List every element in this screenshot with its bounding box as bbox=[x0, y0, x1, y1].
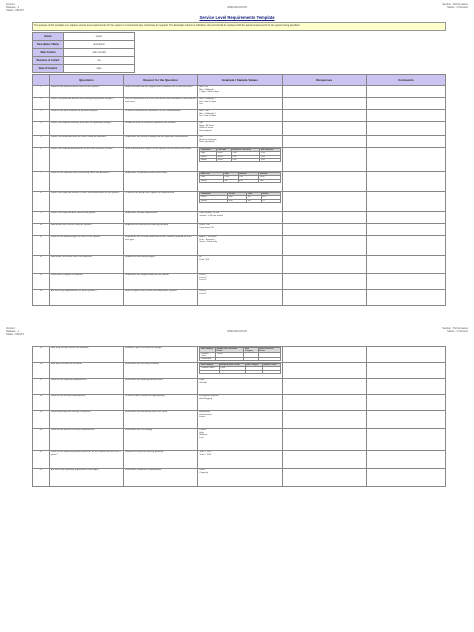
reason-cell: Determines the reporting infrastructure. bbox=[124, 379, 198, 395]
sub-table-cell: Mon bbox=[259, 179, 280, 182]
reason-cell: Required for licensing and capacity planning. bbox=[124, 224, 198, 236]
meta-value[interactable]: description bbox=[64, 41, 135, 49]
meta-value[interactable]: n/a bbox=[64, 57, 135, 65]
page-header-right bbox=[442, 327, 468, 333]
page-header-left bbox=[6, 327, 24, 336]
response-cell[interactable] bbox=[282, 256, 366, 274]
table-row bbox=[33, 98, 446, 110]
question-cell: What is the required recovery time after an unplanned outage? bbox=[49, 122, 123, 136]
sub-table-cell bbox=[263, 370, 281, 373]
response-cell[interactable] bbox=[282, 347, 366, 363]
question-cell: What are the security requirements? bbox=[49, 395, 123, 411]
sub-table-header-cell: Batch Job bbox=[200, 173, 224, 176]
example-cell: Mon - Fri Mon - Midnight 7 days - 8am to 6pm bbox=[198, 86, 282, 98]
example-sub-table bbox=[199, 192, 280, 203]
row-number: 7 bbox=[33, 172, 50, 192]
meta-row bbox=[33, 41, 135, 49]
reason-cell: Determines the DR strategy. bbox=[124, 429, 198, 451]
question-cell: What monitoring and alerting is required? bbox=[49, 411, 123, 429]
sub-table-cell: Queries bbox=[200, 199, 228, 202]
meta-value[interactable]: date bbox=[64, 65, 135, 73]
row-number: 19 bbox=[33, 411, 50, 429]
row-number: 12 bbox=[33, 256, 50, 274]
example-cell: Critical High Medium Low bbox=[198, 429, 283, 451]
reason-cell: Determines the backup strategy and the replication requirements. bbox=[124, 136, 198, 148]
intro-note: The purpose of this template is to capture service level requirements for the system in a structured way. Customise as required. The Examples column is indicative only and should be replaced with the actual requirements for the system being specified. bbox=[32, 22, 446, 31]
question-cell: What are the expected growth projections for the system over the next 3 years? bbox=[49, 451, 123, 469]
row-number: 14 bbox=[33, 290, 50, 306]
header-section: Section : Performance bbox=[442, 3, 468, 6]
table-row bbox=[33, 236, 446, 256]
header-version: Version : bbox=[6, 327, 17, 330]
reason-cell: Determines the archiving schedule. bbox=[124, 363, 198, 379]
response-cell[interactable] bbox=[282, 98, 366, 110]
sub-table-cell bbox=[244, 358, 258, 361]
example-cell: Sat None: 24 hours Within 4 hours Not required bbox=[198, 122, 282, 136]
page-2 bbox=[0, 324, 474, 632]
comment-cell[interactable] bbox=[366, 110, 445, 122]
example-cell: 50 Peak: 100 bbox=[198, 256, 282, 274]
row-number: 22 bbox=[33, 469, 50, 487]
table-row bbox=[33, 256, 446, 274]
reason-cell: Determines storage requirements. bbox=[124, 212, 198, 224]
row-number: 11 bbox=[33, 236, 50, 256]
sub-table-header-cell: Growth bbox=[261, 193, 280, 196]
sub-table-cell: 8 sec bbox=[260, 155, 280, 158]
question-cell: What are the time windows for planned outages? bbox=[49, 110, 123, 122]
response-cell[interactable] bbox=[282, 290, 366, 306]
response-cell[interactable] bbox=[282, 192, 366, 212]
sub-table-cell bbox=[200, 370, 219, 373]
response-cell[interactable] bbox=[282, 212, 366, 224]
example-cell: Level 1 Level 2 bbox=[198, 290, 282, 306]
response-cell[interactable] bbox=[282, 236, 366, 256]
sub-table-cell: 5% bbox=[261, 199, 280, 202]
row-number: 4 bbox=[33, 122, 50, 136]
col-header-comments: Comments bbox=[366, 75, 445, 86]
sub-table-header-cell: Data Category bbox=[200, 348, 216, 353]
example-cell: Admin - Technical User - Business Guest - Read only bbox=[198, 236, 282, 256]
table-row bbox=[33, 212, 446, 224]
row-number: 15 bbox=[33, 347, 50, 363]
table-row bbox=[33, 347, 446, 363]
table-row bbox=[33, 122, 446, 136]
sub-table-cell: 7 years bbox=[216, 353, 244, 358]
reason-cell: To ensure the design will support the required load. bbox=[124, 192, 198, 212]
sub-table-cell: 800 bbox=[247, 199, 261, 202]
row-number: 13 bbox=[33, 274, 50, 290]
question-cell: What are the disaster recovery requirements? bbox=[49, 429, 123, 451]
meta-key: Business of contact bbox=[33, 57, 64, 65]
sub-table-cell bbox=[216, 358, 244, 361]
row-number: 16 bbox=[33, 363, 50, 379]
question-cell: What is the expected data volume and growth? bbox=[49, 212, 123, 224]
table-row bbox=[33, 379, 446, 395]
sub-table-header-cell: Online Retention Period bbox=[258, 348, 280, 353]
page-header-center: SPECIFICATION bbox=[227, 330, 247, 333]
question-cell: What is the preferred timeslot for installing any planned outages? bbox=[49, 98, 123, 110]
reason-cell: Needed for long term capacity planning. bbox=[124, 451, 198, 469]
table-row bbox=[33, 224, 446, 236]
col-header-number bbox=[33, 75, 50, 86]
sub-table-cell: 4 hrs bbox=[238, 179, 259, 182]
sub-table-cell: 5000 bbox=[228, 199, 247, 202]
response-cell[interactable] bbox=[282, 429, 366, 451]
reason-cell: Determines compliance requirements. bbox=[124, 469, 198, 487]
table-header-row bbox=[33, 75, 446, 86]
response-cell[interactable] bbox=[282, 274, 366, 290]
comment-cell[interactable] bbox=[366, 236, 445, 256]
meta-value[interactable]: main contact bbox=[64, 49, 135, 57]
response-cell[interactable] bbox=[282, 110, 366, 122]
reason-cell: Need to know these targets so the system can be built to meet them. bbox=[124, 148, 198, 172]
example-cell bbox=[198, 172, 282, 192]
question-cell: Are there any dependencies on other systems? bbox=[49, 290, 123, 306]
sub-table-header-cell: Data Category bbox=[245, 364, 262, 367]
response-cell[interactable] bbox=[282, 395, 366, 411]
sub-table-row bbox=[200, 158, 280, 161]
sub-table-row bbox=[200, 370, 281, 373]
sub-table-header-cell: Duration bbox=[238, 173, 259, 176]
sub-table-cell: 2 sec bbox=[231, 158, 260, 161]
comment-cell[interactable] bbox=[366, 172, 445, 192]
comment-cell[interactable] bbox=[366, 224, 445, 236]
row-number: 8 bbox=[33, 192, 50, 212]
example-sub-table bbox=[199, 363, 281, 374]
sub-table-header-cell: Data Category bbox=[244, 348, 258, 353]
example-cell bbox=[198, 148, 282, 172]
sub-table-header-cell: Start bbox=[224, 173, 238, 176]
table-row bbox=[33, 363, 446, 379]
response-cell[interactable] bbox=[282, 86, 366, 98]
meta-value[interactable]: owner bbox=[64, 33, 135, 41]
table-row bbox=[33, 274, 446, 290]
header-review-status: Status : In Review bbox=[447, 330, 468, 333]
comment-cell[interactable] bbox=[366, 469, 445, 487]
comment-cell[interactable] bbox=[366, 379, 445, 395]
question-cell: What is the maximum data loss which could be tolerated? bbox=[49, 136, 123, 148]
question-cell: What are the different types of users of the system? bbox=[49, 236, 123, 256]
sub-table-header-cell: Peak Rate bbox=[217, 149, 232, 152]
sub-table-header-cell: Data Category bbox=[200, 364, 219, 367]
sub-table-cell: Transactions bbox=[200, 358, 216, 361]
reason-cell: To ensure maintenance downtime can be accommodated. bbox=[124, 110, 198, 122]
sub-table-cell: 10% bbox=[261, 196, 280, 199]
header-version: Version : bbox=[6, 3, 17, 6]
reason-cell: Need to agree service levels with dependent systems. bbox=[124, 290, 198, 306]
example-cell: Year 1: 10% Year 2: 20% bbox=[198, 451, 283, 469]
reason-cell: Determines scheduling of batch processing. bbox=[124, 172, 198, 192]
question-cell: How many users will be using the system? bbox=[49, 224, 123, 236]
row-number: 3 bbox=[33, 110, 50, 122]
meta-key: Description / Name bbox=[33, 41, 64, 49]
question-cell: How many concurrent users are expected? bbox=[49, 256, 123, 274]
comment-cell[interactable] bbox=[366, 148, 445, 172]
table-row bbox=[33, 136, 446, 148]
header-status: Status : DRAFT bbox=[6, 333, 25, 336]
sub-table-cell: Sat bbox=[224, 179, 238, 182]
reason-cell: Plan for maintenance at a time that will be least disruptive to the business and users. bbox=[124, 98, 198, 110]
sub-table-cell: 2 sec bbox=[231, 152, 260, 155]
row-number: 6 bbox=[33, 148, 50, 172]
sub-table-cell: 2 hrs bbox=[238, 176, 259, 179]
row-number: 9 bbox=[33, 212, 50, 224]
col-header-reason: Reason for the Question bbox=[124, 75, 198, 86]
sub-table-cell: Daily bbox=[200, 176, 224, 179]
table-row bbox=[33, 451, 446, 469]
sub-table-row bbox=[200, 179, 280, 182]
table-row bbox=[33, 148, 446, 172]
header-release: Release : 1 bbox=[6, 6, 20, 9]
header-section: Section : Performance bbox=[442, 327, 468, 330]
response-cell[interactable] bbox=[282, 136, 366, 148]
meta-row bbox=[33, 65, 135, 73]
example-cell: Users Capacity bbox=[198, 469, 283, 487]
row-number: 21 bbox=[33, 451, 50, 469]
sub-table-header-cell: Deadline bbox=[259, 173, 280, 176]
comment-cell[interactable] bbox=[366, 411, 445, 429]
table-row bbox=[33, 290, 446, 306]
example-cell bbox=[198, 363, 283, 379]
response-cell[interactable] bbox=[282, 379, 366, 395]
row-number: 10 bbox=[33, 224, 50, 236]
example-cell: Encryption required Audit logging bbox=[198, 395, 283, 411]
response-cell[interactable] bbox=[282, 363, 366, 379]
comment-cell[interactable] bbox=[366, 363, 445, 379]
sub-table-cell: 200 bbox=[247, 196, 261, 199]
table-row bbox=[33, 429, 446, 451]
response-cell[interactable] bbox=[282, 148, 366, 172]
table-row bbox=[33, 395, 446, 411]
sub-table-header-cell: Transaction bbox=[200, 193, 228, 196]
sub-table-cell: Login bbox=[200, 152, 217, 155]
comment-cell[interactable] bbox=[366, 136, 445, 148]
comment-cell[interactable] bbox=[366, 290, 445, 306]
sub-table-cell: 06:00 bbox=[259, 176, 280, 179]
sub-table-header-cell: Sample Archive Period bbox=[219, 364, 245, 367]
document-title: Service Level Requirements Template bbox=[199, 15, 275, 20]
example-cell: Data volume: 10 GB Growth: 1 GB per month bbox=[198, 212, 282, 224]
sub-table-header-cell: Response Time (95%) bbox=[231, 149, 260, 152]
question-cell: How often will data be archived? bbox=[49, 363, 123, 379]
sub-table-cell: 200/hr bbox=[217, 158, 232, 161]
response-cell[interactable] bbox=[282, 172, 366, 192]
row-number: 17 bbox=[33, 379, 50, 395]
comment-cell[interactable] bbox=[366, 347, 445, 363]
example-cell: Daily Weekly bbox=[198, 379, 283, 395]
comment-cell[interactable] bbox=[366, 256, 445, 274]
question-cell: How long will data need to be retained? bbox=[49, 347, 123, 363]
reason-cell: Needed to plan archiving and storage. bbox=[124, 347, 198, 363]
row-number: 1 bbox=[33, 86, 50, 98]
comment-cell[interactable] bbox=[366, 395, 445, 411]
sub-table-cell bbox=[245, 370, 262, 373]
sub-table-cell: 500/hr bbox=[217, 155, 232, 158]
header-status: Status : DRAFT bbox=[6, 9, 25, 12]
comment-cell[interactable] bbox=[366, 274, 445, 290]
response-cell[interactable] bbox=[282, 451, 366, 469]
row-number: 2 bbox=[33, 98, 50, 110]
reason-cell: Decide the level of resiliency required in the solution. bbox=[124, 122, 198, 136]
sub-table-header-cell: Sample Data / Retention Period bbox=[216, 348, 244, 353]
example-cell bbox=[198, 347, 283, 363]
sub-table-cell: 100/hr bbox=[217, 152, 232, 155]
meta-key: Date of Creation bbox=[33, 65, 64, 73]
sub-table-cell: Search bbox=[200, 155, 217, 158]
table-row bbox=[33, 469, 446, 487]
example-cell: Mon - Sat Mon - Midnight 2 Sat - 6am to 6pm bbox=[198, 110, 282, 122]
example-cell: Sat Must be minimum None permitted bbox=[198, 136, 282, 148]
requirements-table bbox=[32, 74, 446, 306]
question-cell: What is the expected volume of users and transactions for the system? bbox=[49, 192, 123, 212]
meta-row bbox=[33, 33, 135, 41]
question-cell: What is the required performance for the user interface screens? bbox=[49, 148, 123, 172]
page-header-right bbox=[442, 3, 468, 9]
row-number: 5 bbox=[33, 136, 50, 148]
reason-cell: Determines the support model for the system. bbox=[124, 274, 198, 290]
meta-key: Main Contact bbox=[33, 49, 64, 57]
sub-table-row bbox=[200, 199, 280, 202]
response-cell[interactable] bbox=[282, 469, 366, 487]
col-header-responses: Responses bbox=[282, 75, 366, 86]
table-row bbox=[33, 86, 446, 98]
reason-cell: Determines the monitoring tools to be used. bbox=[124, 411, 198, 429]
sub-table-cell: 1 year bbox=[219, 367, 245, 370]
comment-cell[interactable] bbox=[366, 86, 445, 98]
reason-cell: Needed for load testing targets. bbox=[124, 256, 198, 274]
meta-row bbox=[33, 49, 135, 57]
table-row bbox=[33, 110, 446, 122]
meta-row bbox=[33, 57, 135, 65]
reason-cell: To ensure data is protected appropriately. bbox=[124, 395, 198, 411]
sub-table-cell bbox=[258, 358, 280, 361]
response-cell[interactable] bbox=[282, 122, 366, 136]
page-header-center: SPECIFICATION bbox=[227, 6, 247, 9]
col-header-questions: Questions bbox=[49, 75, 123, 86]
example-cell: Mon - Midnight 2 Sat - 6am to 6pm Sat bbox=[198, 98, 282, 110]
example-cell: Users: 200 Concurrent: 50 bbox=[198, 224, 282, 236]
requirements-table-continued bbox=[32, 346, 446, 487]
response-cell[interactable] bbox=[282, 411, 366, 429]
table-row bbox=[33, 172, 446, 192]
row-number: 20 bbox=[33, 429, 50, 451]
comment-cell[interactable] bbox=[366, 122, 445, 136]
sub-table-cell: Update bbox=[200, 158, 217, 161]
question-cell: What are the main business hours for the system? bbox=[49, 86, 123, 98]
question-cell: Are there any regulatory requirements that apply? bbox=[49, 469, 123, 487]
example-sub-table bbox=[199, 347, 281, 361]
sub-table-cell bbox=[219, 370, 245, 373]
meta-key: Owner bbox=[33, 33, 64, 41]
sub-table-header-cell: Transaction bbox=[200, 149, 217, 152]
reason-cell: Need to ensure that the support team schedules are in line with hours. bbox=[124, 86, 198, 98]
comment-cell[interactable] bbox=[366, 429, 445, 451]
example-cell: Availability Performance Errors bbox=[198, 411, 283, 429]
sub-table-cell: 5 sec bbox=[260, 152, 280, 155]
sub-table-cell: 3 sec bbox=[231, 155, 260, 158]
comment-cell[interactable] bbox=[366, 212, 445, 224]
question-cell: What level of support is required? bbox=[49, 274, 123, 290]
sub-table-header-cell: Archive Period bbox=[263, 364, 281, 367]
question-cell: What are the required batch processing times and deadlines? bbox=[49, 172, 123, 192]
question-cell: What are the reporting requirements? bbox=[49, 379, 123, 395]
example-sub-table bbox=[199, 172, 280, 183]
sub-table-cell: 22:00 bbox=[224, 176, 238, 179]
sub-table-header-cell: Max Response bbox=[260, 149, 280, 152]
example-cell bbox=[198, 192, 282, 212]
page-header-left bbox=[6, 3, 24, 12]
row-number: 18 bbox=[33, 395, 50, 411]
sub-table-header-cell: Peak bbox=[247, 193, 261, 196]
sub-table-header-cell: Volume bbox=[228, 193, 247, 196]
table-row bbox=[33, 411, 446, 429]
example-cell: Level 1 Level 2 Level 3 bbox=[198, 274, 282, 290]
sub-table-row bbox=[200, 358, 281, 361]
comment-cell[interactable] bbox=[366, 192, 445, 212]
reason-cell: Determines the security model and access controls required for each user type. bbox=[124, 236, 198, 256]
sub-table-cell: Customer Orders bbox=[200, 367, 219, 370]
sub-table-cell: Customer Orders bbox=[200, 353, 216, 358]
sub-table-cell: 1000 bbox=[228, 196, 247, 199]
example-sub-table bbox=[199, 148, 280, 162]
col-header-examples: Example / Sample Values bbox=[198, 75, 282, 86]
table-row bbox=[33, 192, 446, 212]
sub-table-cell: 6 sec bbox=[260, 158, 280, 161]
response-cell[interactable] bbox=[282, 224, 366, 236]
header-release: Release : 1 bbox=[6, 330, 20, 333]
sub-table-cell: Orders bbox=[200, 196, 228, 199]
comment-cell[interactable] bbox=[366, 451, 445, 469]
comment-cell[interactable] bbox=[366, 98, 445, 110]
header-review-status: Status : In Review bbox=[447, 6, 468, 9]
meta-table bbox=[32, 32, 135, 73]
sub-table-cell: Weekly bbox=[200, 179, 224, 182]
